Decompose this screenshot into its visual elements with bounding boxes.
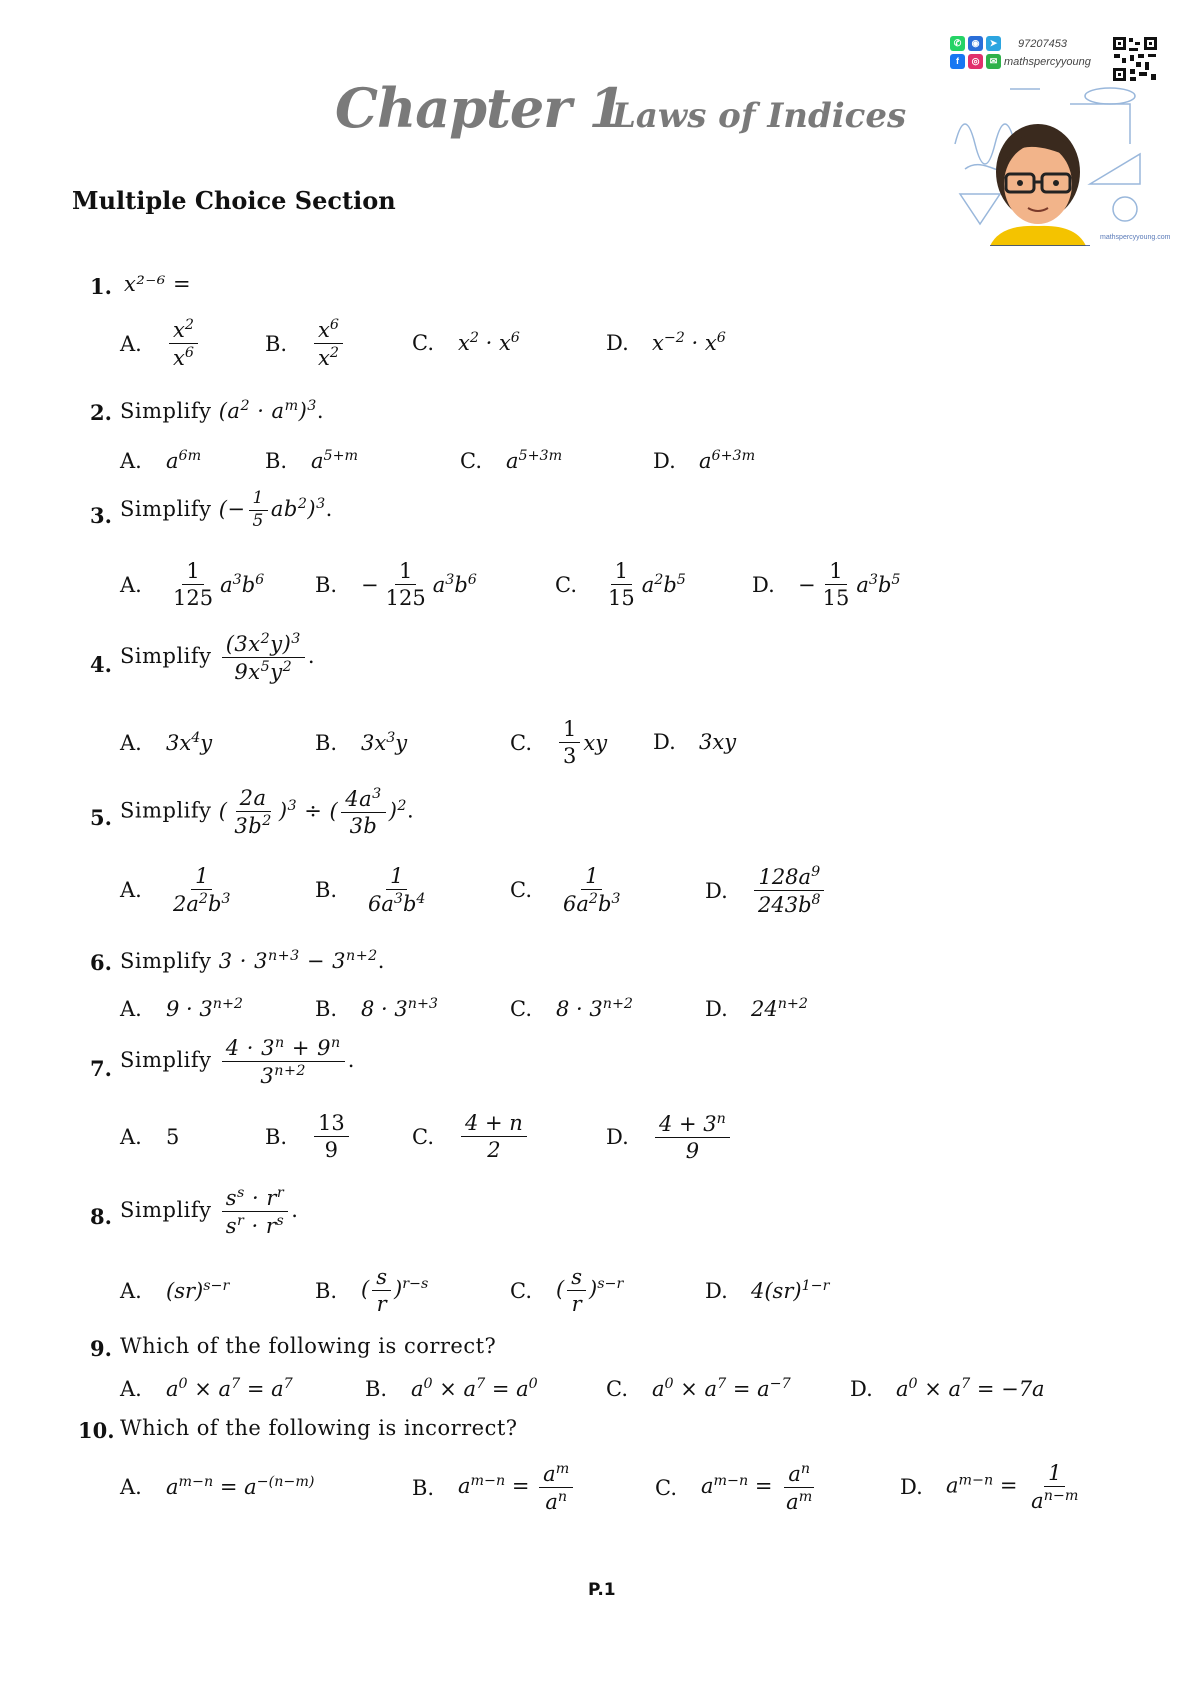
question-number: 10. bbox=[78, 1418, 115, 1443]
option-b: B. ( $\frac{s}{r}$ )$^{r-s}$ bbox=[315, 1265, 429, 1317]
option-c: C. $x^2 \cdot x^6$ bbox=[412, 330, 520, 355]
option-c: C. $a^{5+3m}$ bbox=[460, 448, 563, 473]
option-b: B. $a^{5+m}$ bbox=[265, 448, 359, 473]
brand-site: mathspercyyoung.com bbox=[1100, 234, 1171, 241]
option-a: A. $a^0 \times a^7 = a^7$ bbox=[120, 1376, 293, 1401]
option-d: D. 4(sr)$^{1-r}$ bbox=[705, 1278, 830, 1303]
option-d: D. $\frac{4 + 3^n}{9}$ bbox=[606, 1112, 733, 1162]
chapter-title: Chapter 1 bbox=[335, 76, 626, 140]
signal-icon: ◉ bbox=[968, 36, 983, 51]
qr-code-icon bbox=[1112, 36, 1158, 82]
question-text: Which of the following is correct? bbox=[120, 1334, 497, 1358]
question-number: 1. bbox=[90, 274, 112, 299]
question-text: Simplify $\frac{4 \cdot 3^n + 9^n}{3^{n+2}}$ . bbox=[120, 1035, 355, 1089]
option-d: D. $a^{m-n}$ = $\frac{1}{a^{n-m}}$ bbox=[900, 1461, 1079, 1514]
option-a: A. (sr)$^{s-r}$ bbox=[120, 1278, 230, 1303]
page-number: P.1 bbox=[588, 1580, 616, 1600]
option-d: D. $x^{-2} \cdot x^6$ bbox=[606, 330, 726, 355]
question-number: 6. bbox=[90, 950, 112, 975]
brand-phone: 97207453 bbox=[1018, 37, 1067, 50]
option-b: B. $8 \cdot 3^{n+3}$ bbox=[315, 996, 438, 1021]
question-number: 7. bbox=[90, 1056, 112, 1081]
question-text: Simplify $\frac{(3x^2y)^3}{9x^5y^2}$ . bbox=[120, 631, 316, 685]
question-text: Simplify $3 \cdot 3^{n+3} - 3^{n+2}$. bbox=[120, 948, 385, 973]
brand-handle: mathspercyyoung bbox=[1004, 55, 1091, 68]
option-a: A. $a^{m-n} = a^{-(n-m)}$ bbox=[120, 1474, 315, 1499]
instagram-icon: ◎ bbox=[968, 54, 983, 69]
question-expression: x²⁻⁶ = bbox=[124, 272, 192, 296]
brand-block bbox=[950, 36, 1171, 246]
option-c: C. $\frac{1}{3}$ xy bbox=[510, 717, 608, 769]
option-d: D. $\frac{128a^9}{243b^8}$ bbox=[705, 865, 828, 916]
avatar-illustration bbox=[950, 84, 1160, 246]
question-number: 5. bbox=[90, 805, 112, 830]
option-a: A. $9 \cdot 3^{n+2}$ bbox=[120, 996, 243, 1021]
option-d: D. $a^0 \times a^7 = -7a$ bbox=[850, 1376, 1045, 1401]
option-fraction: $\frac{x^2}{x^6}$ bbox=[169, 318, 198, 369]
question-number: 8. bbox=[90, 1204, 112, 1229]
option-a: A. $\frac{1}{2a^2b^3}$ bbox=[120, 864, 231, 917]
option-a: A. $\frac{x^2}{x^6}$ bbox=[120, 318, 201, 369]
question-text: Simplify (− $\frac{1}{5}$ $ab^2)^3$. bbox=[120, 488, 333, 531]
option-b: B. $a^0 \times a^7 = a^0$ bbox=[365, 1376, 538, 1401]
chapter-subtitle: Laws of Indices bbox=[612, 96, 907, 136]
question-number: 9. bbox=[90, 1336, 112, 1361]
question-text: Simplify $(a^2 \cdot a^m)^3$. bbox=[120, 398, 325, 423]
option-a: A. 5 bbox=[120, 1125, 180, 1149]
option-b: B. $a^{m-n}$ = $\frac{a^m}{a^n}$ bbox=[412, 1462, 576, 1513]
option-c: C. $a^{m-n}$ = $\frac{a^n}{a^m}$ bbox=[655, 1461, 813, 1515]
option-d: D. 3xy bbox=[653, 730, 737, 754]
option-c: C. $a^0 \times a^7 = a^{-7}$ bbox=[606, 1376, 791, 1401]
option-b: B. $3x^3y$ bbox=[315, 730, 408, 755]
option-b: B. $\frac{1}{6a^3b^4}$ bbox=[315, 864, 426, 917]
option-c: C. $\frac{1}{15}$ $a^2b^5$ bbox=[555, 559, 686, 611]
question-number: 2. bbox=[90, 400, 112, 425]
option-d: D. − $\frac{1}{15}$ $a^3b^5$ bbox=[752, 559, 901, 611]
section-heading: Multiple Choice Section bbox=[72, 186, 396, 215]
option-c: C. $8 \cdot 3^{n+2}$ bbox=[510, 996, 633, 1021]
option-b: B. $\frac{x^6}{x^2}$ bbox=[265, 318, 346, 369]
question-number: 4. bbox=[90, 652, 112, 677]
option-fraction: $\frac{x^6}{x^2}$ bbox=[314, 318, 343, 369]
whatsapp-icon: ✆ bbox=[950, 36, 965, 51]
option-a: A. $3x^4y$ bbox=[120, 730, 213, 755]
question-text: Which of the following is incorrect? bbox=[120, 1416, 518, 1440]
question-text: Simplify $\frac{s^s \cdot r^r}{s^r \cdot r^s}$ . bbox=[120, 1185, 299, 1239]
question-text bbox=[124, 272, 191, 296]
option-d: D. $24^{n+2}$ bbox=[705, 996, 808, 1021]
telegram-icon: ➤ bbox=[986, 36, 1001, 51]
option-a: A. $\frac{1}{125}$ $a^3b^6$ bbox=[120, 559, 265, 611]
option-c: C. $\frac{4 + n}{2}$ bbox=[412, 1112, 530, 1161]
question-number: 3. bbox=[90, 503, 112, 528]
wechat-icon: ✉ bbox=[986, 54, 1001, 69]
option-b: B. $\frac{13}{9}$ bbox=[265, 1112, 352, 1161]
option-d: D. $a^{6+3m}$ bbox=[653, 448, 756, 473]
question-text: Simplify ( $\frac{2a}{3b^2}$ )$^3$ ÷ ( $\frac{4a^3}{3b}$ )$^2$. bbox=[120, 786, 415, 839]
option-a: A. $a^{6m}$ bbox=[120, 448, 202, 473]
option-c: C. ( $\frac{s}{r}$ )$^{s-r}$ bbox=[510, 1265, 624, 1317]
option-c: C. $\frac{1}{6a^2b^3}$ bbox=[510, 864, 621, 917]
facebook-icon: f bbox=[950, 54, 965, 69]
option-b: B. − $\frac{1}{125}$ $a^3b^6$ bbox=[315, 559, 477, 611]
